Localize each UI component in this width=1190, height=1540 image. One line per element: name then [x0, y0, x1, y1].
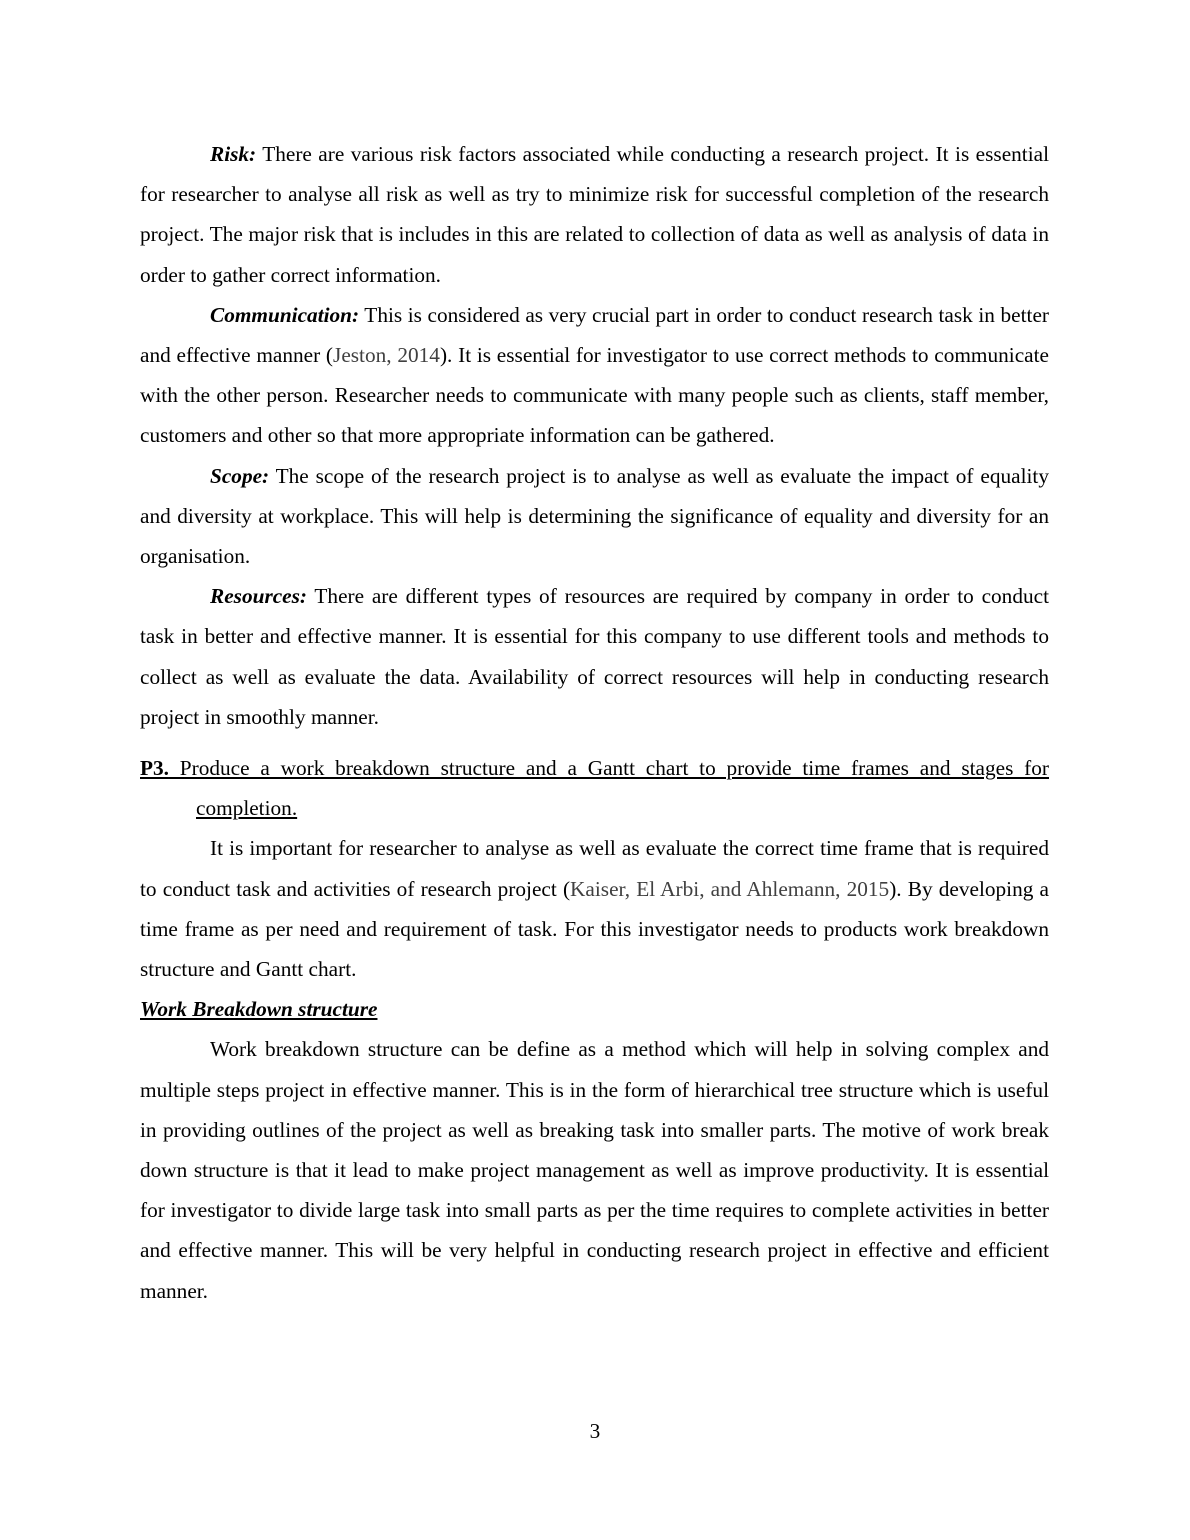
p3-paragraph [140, 828, 1049, 989]
communication-text-before: This is considered as very crucial part in order to conduct research task in better and effective manner ( [140, 302, 1049, 368]
resources-text: There are different types of resources are required by company in order to conduct task in better and effective manner. It is essential for this company to use different tools and methods to collect as well as evaluate the data. Availability of correct resources will help in conducting research project in smoothly manner. [140, 584, 1049, 729]
p3-label: P3. [140, 756, 169, 781]
communication-text-after: ). It is essential for investigator to use correct methods to communicate with the other person. Researcher needs to communicate with many people such as clients, staff member, customers and other so that more appropriate information can be gathered. [140, 343, 1049, 448]
scope-term: Scope: [210, 463, 270, 488]
communication-paragraph [140, 295, 1049, 456]
risk-paragraph [140, 134, 1049, 295]
page-number: 3 [589, 1419, 601, 1443]
p3-heading [140, 748, 1049, 828]
scope-paragraph [140, 456, 1049, 577]
p3-citation: Kaiser, El Arbi, and Ahlemann, 2015 [570, 876, 890, 901]
resources-paragraph [140, 576, 1049, 737]
communication-citation: Jeston, 2014 [333, 343, 440, 368]
risk-text: There are various risk factors associated while conducting a research project. It is essential for researcher to analyse all risk as well as try to minimize risk for successful completion of the research project. The major risk that is includes in this are related to collection of data as well as analysis of data in order to gather correct information. [140, 142, 1049, 287]
communication-term: Communication: [210, 302, 360, 327]
resources-term: Resources: [210, 584, 308, 609]
document-page [140, 134, 1049, 1311]
scope-text: The scope of the research project is to analyse as well as evaluate the impact of equality and diversity at workplace. This will help is determining the significance of equality and diversity for an organisation. [140, 463, 1049, 569]
wbs-heading: Work Breakdown structure [140, 997, 378, 1022]
p3-text-after: ). By developing a time frame as per need and requirement of task. For this investigator needs to products work breakdown structure and Gantt chart. [140, 876, 1049, 982]
risk-term: Risk: [210, 142, 257, 166]
wbs-paragraph: Work breakdown structure can be define as a method which will help in solving complex and multiple steps project in effective manner. This is in the form of hierarchical tree structure which is useful in providing outlines of the project as well as breaking task into smaller parts. The motive of work break down structure is that it lead to make project management as well as improve productivity. It is essential for investigator to divide large task into small parts as per the time requires to complete activities in better and effective manner. This will be very helpful in conducting research project in effective and efficient manner. [140, 1037, 1049, 1303]
p3-title: Produce a work breakdown structure and a Gantt chart to provide time frames and stages for completion. [168, 756, 1049, 821]
p3-text-before: It is important for researcher to analyse as well as evaluate the correct time frame that is required to conduct task and activities of research project ( [140, 836, 1049, 901]
